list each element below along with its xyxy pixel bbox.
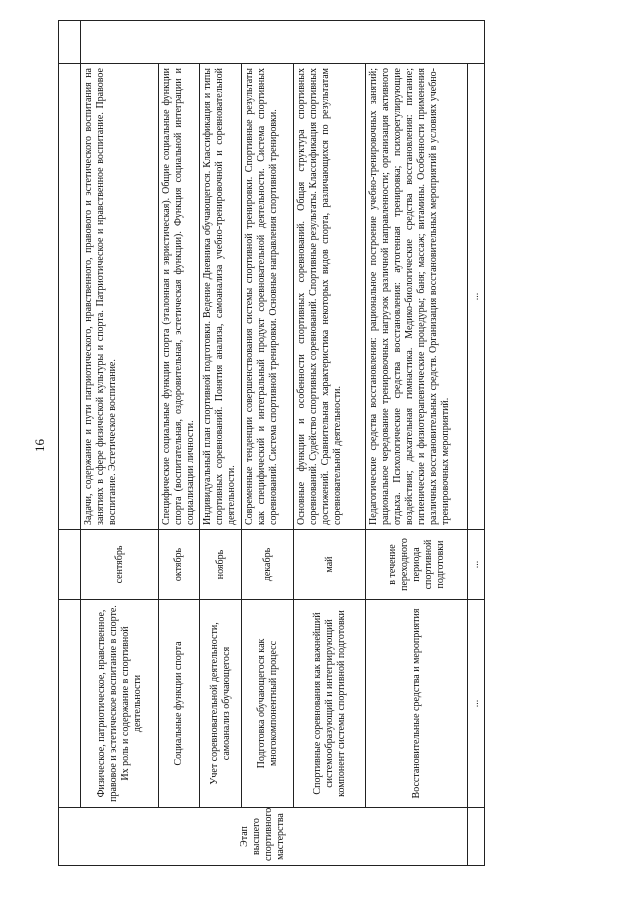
content-cell: Задачи, содержание и пути патриотического, нравственного, правового и эстетического воспитания на занятиях в сфере физической культуры и спорта. Патриотическое и нравственное воспитание. Правовое воспитание. Эстетическое воспитание. bbox=[81, 64, 159, 530]
period-dots: ... bbox=[468, 530, 485, 600]
stage-cell: Этап высшего спортивного мастерства bbox=[59, 808, 468, 866]
table-row bbox=[294, 21, 366, 866]
topic-cell: Физическое, патриотическое, нравственное, правовое и эстетическое воспитание в спорте. Их роль и содержание в спортивной деятельности bbox=[81, 600, 159, 808]
topic-dots: ... bbox=[468, 600, 485, 808]
curriculum-table bbox=[58, 20, 485, 866]
table-row bbox=[200, 21, 242, 866]
table-row bbox=[242, 21, 294, 866]
topic-cell bbox=[59, 600, 81, 808]
content-cell: Современные тенденции совершенствования системы спортивной тренировки. Спортивные результаты как специфический и интегральный продукт соревновательной деятельности. Система спортивных соревнований. Система спортивной тренировки. Основные направления спортивной тренировки. bbox=[242, 64, 294, 530]
extra-cell bbox=[59, 21, 81, 64]
table-row bbox=[468, 21, 485, 866]
topic-cell: Учет соревновательной деятельности, самоанализ обучающегося bbox=[200, 600, 242, 808]
rotated-table-container bbox=[58, 21, 481, 866]
period-cell: май bbox=[294, 530, 366, 600]
period-cell: в течение переходного периода спортивной подготовки bbox=[366, 530, 468, 600]
content-cell: Основные функции и особенности спортивных соревнований. Общая структура спортивных соревнований. Судейство спортивных соревнований. Спортивные результаты. Классификация спортивных достижений. Сравнительная характеристика некоторых видов спорта, различающихся по результатам соревновательной деятельности. bbox=[294, 64, 366, 530]
period-cell: сентябрь bbox=[81, 530, 159, 600]
content-dots: ... bbox=[468, 64, 485, 530]
period-cell: октябрь bbox=[159, 530, 200, 600]
period-cell bbox=[59, 530, 81, 600]
stage-cell bbox=[468, 808, 485, 866]
table-row bbox=[81, 21, 159, 866]
table-row bbox=[159, 21, 200, 866]
content-cell bbox=[59, 64, 81, 530]
period-cell: декабрь bbox=[242, 530, 294, 600]
content-cell: Специфические социальные функции спорта (эталонная и эвристическая). Общие социальные функции спорта (воспитательная, оздоровительная, эстетическая функции). Функция социальной интеграции и социализации личности. bbox=[159, 64, 200, 530]
topic-cell: Социальные функции спорта bbox=[159, 600, 200, 808]
content-cell: Педагогические средства восстановления: рациональное построение учебно-тренировочных занятий; рациональное чередование тренировочных нагрузок различной направленности; организация активного отдыха. Психологические средства восстановления: аутогенная тренировка; психорегулирующие воздействия; дыхательная гимнастика. Медико-биологические средства восстановления: питание; гигиенические и физиотерапевтические процедуры; баня; массаж; витамины. Особенности применения различных восстановительных средств. Организация восстановительных мероприятий в условиях учебно-тренировочных мероприятий. bbox=[366, 64, 468, 530]
extra-cell bbox=[81, 21, 485, 64]
topic-cell: Восстановительные средства и мероприятия bbox=[366, 600, 468, 808]
page-number: 16 bbox=[32, 439, 47, 452]
content-cell: Индивидуальный план спортивной подготовки. Ведение Дневника обучающегося. Классификация и типы спортивных соревнований. Понятия анализа, самоанализа учебно-тренировочной и соревновательной деятельности. bbox=[200, 64, 242, 530]
topic-cell: Подготовка обучающегося как многокомпонентный процесс bbox=[242, 600, 294, 808]
table-row bbox=[59, 21, 81, 866]
table-row bbox=[366, 21, 468, 866]
topic-cell: Спортивные соревнования как важнейший системообразующий и интегрирующий компонент системы спортивной подготовки bbox=[294, 600, 366, 808]
period-cell: ноябрь bbox=[200, 530, 242, 600]
